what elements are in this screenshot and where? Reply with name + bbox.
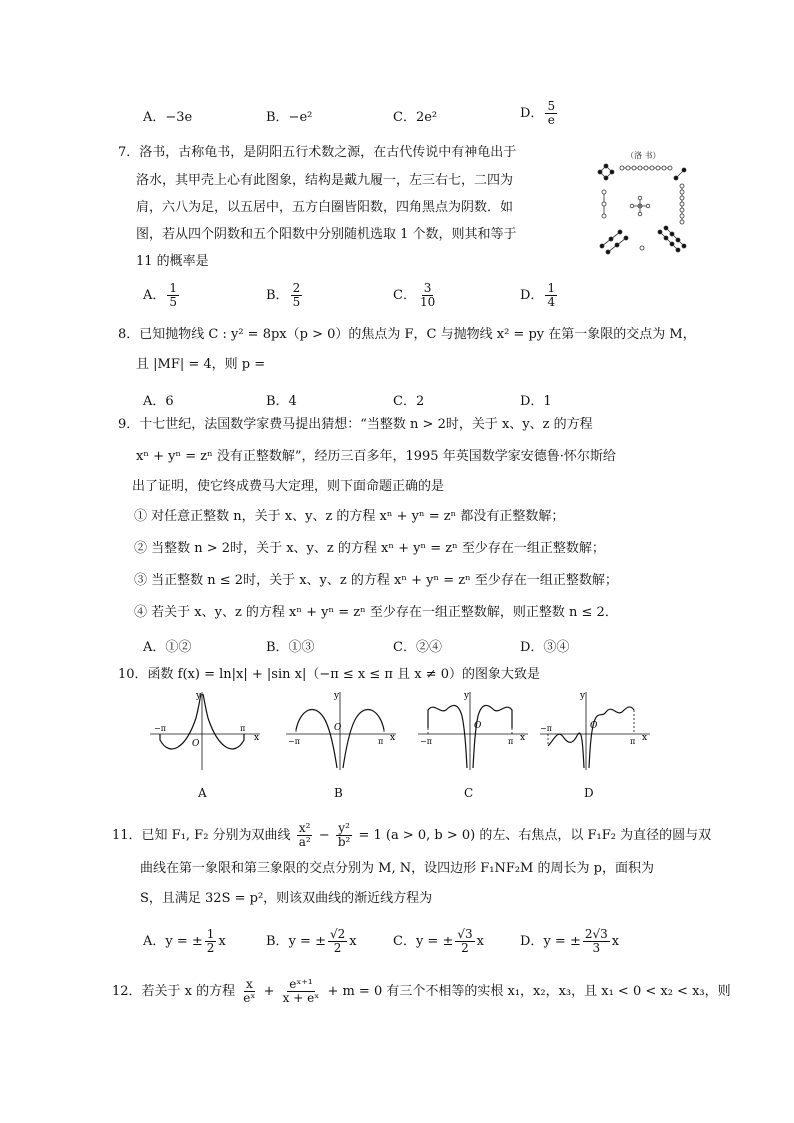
- option-label: C．: [393, 288, 416, 303]
- option-pre: y = ±: [543, 934, 581, 949]
- denominator: 2: [333, 941, 342, 955]
- pi-label: π: [630, 737, 636, 746]
- graph-a: [146, 688, 264, 772]
- statement-3: ③ 当正整数 n ≤ 2时，关于 x、y、z 的方程 xⁿ + yⁿ = zⁿ 至少存在一组正整数解；: [134, 573, 618, 588]
- numerator: 5: [547, 99, 556, 113]
- numerator: 3: [423, 281, 432, 295]
- question-8-line-1: 8．已知抛物线 C : y² = 8px（p > 0）的焦点为 F，C 与抛物线 x² = py 在第一象限的交点为 M，: [118, 327, 696, 342]
- pi-label: π: [508, 737, 514, 746]
- numerator: 1: [169, 281, 178, 295]
- fraction: [167, 282, 179, 309]
- graph-c-caption: C: [464, 786, 474, 800]
- statement-4: ④ 若关于 x、y、z 的方程 xⁿ + yⁿ = zⁿ 至少存在一组正整数解，则正整数 n ≤ 2．: [134, 605, 618, 620]
- numerator: x²: [298, 821, 311, 835]
- question-11-line-1: [112, 822, 711, 849]
- question-8-line-2: 且 |MF| = 4，则 p =: [136, 357, 266, 372]
- option-b: B．4: [266, 394, 297, 409]
- graph-d-caption: D: [584, 786, 594, 800]
- option-b: B．−e²: [266, 110, 313, 125]
- graph-d: [536, 688, 654, 772]
- numerator: √3: [457, 927, 473, 941]
- neg-pi-label: −π: [288, 737, 300, 746]
- option-c: [393, 282, 439, 309]
- numerator: 2√3: [584, 927, 608, 941]
- option-pre: y = ±: [288, 934, 326, 949]
- origin-label: O: [590, 721, 598, 731]
- y-label: y: [334, 691, 340, 701]
- denominator: 2: [206, 941, 215, 955]
- text-segment: = 1 (a > 0, b > 0) 的左、右焦点，以 F₁F₂ 为直径的圆与双: [358, 828, 712, 843]
- option-a: [143, 928, 226, 955]
- fraction: [418, 282, 437, 309]
- statement-1: ① 对任意正整数 n，关于 x、y、z 的方程 xⁿ + yⁿ = zⁿ 都没有正整数解；: [134, 509, 565, 524]
- fraction: [455, 928, 474, 955]
- question-9-line-3: 出了证明，使它终成费马大定理，则下面命题正确的是: [132, 479, 445, 494]
- numerator: x: [245, 977, 253, 991]
- option-d: D．③④: [520, 640, 570, 655]
- fraction-x-ex: [241, 978, 257, 1005]
- option-d: [520, 928, 619, 955]
- option-post: x: [349, 934, 357, 949]
- option-c: C．2: [393, 394, 425, 409]
- option-label: D．: [520, 934, 544, 949]
- x-label: x: [390, 733, 396, 743]
- question-10-line: 10．函数 f(x) = ln|x| + |sin x|（−π ≤ x ≤ π 且 x ≠ 0）的图象大致是: [118, 667, 540, 682]
- option-label: A．: [143, 288, 166, 303]
- plus-sign: +: [263, 984, 275, 999]
- option-a: A．①②: [143, 640, 192, 655]
- numerator: 2: [292, 281, 301, 295]
- x-label: x: [642, 733, 648, 743]
- figure-title: （洛 书）: [626, 151, 661, 160]
- denominator: 5: [292, 295, 301, 309]
- option-d: [520, 282, 559, 309]
- fraction: [545, 282, 557, 309]
- option-c: [393, 928, 484, 955]
- option-pre: y = ±: [165, 934, 203, 949]
- question-11-line-3: S，且满足 32S = p²，则该双曲线的渐近线方程为: [140, 891, 433, 906]
- option-label: C．: [393, 934, 416, 949]
- denominator: 3: [592, 941, 601, 955]
- option-a: A．−3e: [143, 110, 193, 125]
- option-label: A．: [143, 934, 166, 949]
- fraction: [291, 282, 303, 309]
- option-a: A．6: [143, 394, 174, 409]
- denominator: e: [547, 113, 555, 127]
- fraction: [205, 928, 217, 955]
- text-segment: 12．若关于 x 的方程: [112, 984, 236, 999]
- luoshu-figure: [592, 150, 694, 260]
- option-d: D．1: [520, 394, 552, 409]
- origin-label: O: [192, 739, 200, 749]
- option-post: x: [476, 934, 484, 949]
- numerator: 1: [547, 281, 556, 295]
- x-label: x: [254, 733, 260, 743]
- numerator: eˣ⁺¹: [289, 977, 313, 991]
- question-7-line-5: 11 的概率是: [136, 254, 209, 269]
- fraction-y2-b2: [336, 822, 353, 849]
- graph-b-caption: B: [334, 786, 343, 800]
- question-12: [112, 978, 731, 1005]
- option-d: [520, 100, 559, 127]
- denominator: 4: [547, 295, 556, 309]
- option-label: B．: [266, 934, 289, 949]
- origin-label: O: [334, 723, 342, 733]
- fraction-ex1-x-ex: [281, 978, 322, 1005]
- option-a: [143, 282, 181, 309]
- denominator: 5: [169, 295, 178, 309]
- denominator: x + eˣ: [282, 991, 320, 1005]
- numerator: y²: [338, 821, 350, 835]
- option-c: C．2e²: [393, 110, 438, 125]
- y-label: y: [464, 691, 470, 701]
- numerator: √2: [329, 927, 346, 941]
- fraction: [583, 928, 610, 955]
- text-segment: 11．已知 F₁, F₂ 分别为双曲线: [112, 828, 291, 843]
- option-pre: y = ±: [415, 934, 454, 949]
- denominator: eˣ: [243, 991, 256, 1005]
- text-segment: + m = 0 有三个不相等的实根 x₁，x₂，x₃，且 x₁ < 0 < x₂ < x₃，则: [327, 984, 731, 999]
- option-b: B．①③: [266, 640, 315, 655]
- pi-label: π: [240, 724, 246, 733]
- y-label: y: [196, 691, 202, 701]
- pi-label: π: [378, 737, 384, 746]
- statement-2: ② 当整数 n > 2时，关于 x、y、z 的方程 xⁿ + yⁿ = zⁿ 至少存在一组正整数解；: [134, 541, 605, 556]
- fraction: [545, 100, 557, 127]
- denominator: 2: [461, 941, 469, 955]
- question-11-line-2: 曲线在第一象限和第三象限的交点分别为 M, N，设四边形 F₁NF₂M 的周长为 p，面积为: [140, 861, 654, 876]
- question-7-line-2: 洛水，其甲壳上心有此图象，结构是戴九履一，左三右七，二四为: [136, 173, 514, 188]
- y-label: y: [580, 691, 586, 701]
- option-post: x: [218, 934, 226, 949]
- minus-sign: −: [318, 828, 330, 843]
- neg-pi-label: −π: [540, 724, 552, 733]
- option-b: [266, 282, 304, 309]
- denominator: a²: [298, 835, 311, 849]
- option-d-label: D．: [520, 106, 544, 121]
- question-9-line-2: xⁿ + yⁿ = zⁿ 没有正整数解”，经历三百多年，1995 年英国数学家安德鲁·怀尔斯给: [136, 449, 616, 464]
- origin-label: O: [474, 721, 482, 731]
- option-label: D．: [520, 288, 544, 303]
- option-b: [266, 928, 357, 955]
- fraction: [328, 928, 347, 955]
- x-label: x: [520, 733, 526, 743]
- option-post: x: [611, 934, 620, 949]
- denominator: 10: [419, 295, 436, 309]
- fraction-x2-a2: [297, 822, 313, 849]
- graph-a-caption: A: [198, 786, 207, 800]
- question-9-line-1: 9．十七世纪，法国数学家费马提出猜想：“当整数 n > 2时，关于 x、y、z 的方程: [118, 417, 593, 432]
- numerator: 1: [206, 927, 215, 941]
- question-7-line-4: 图，若从四个阴数和五个阳数中分别随机选取 1 个数，则其和等于: [136, 227, 517, 242]
- graph-c: [414, 688, 532, 772]
- denominator: b²: [337, 835, 351, 849]
- luoshu-diagram: [592, 150, 694, 260]
- question-7-line-1: 7．洛书，古称龟书，是阴阳五行术数之源，在古代传说中有神龟出于: [118, 145, 517, 160]
- neg-pi-label: −π: [154, 724, 166, 733]
- neg-pi-label: −π: [420, 737, 432, 746]
- option-label: B．: [266, 288, 289, 303]
- question-7-line-3: 肩，六八为足，以五居中，五方白圈皆阳数，四角黑点为阴数．如: [136, 200, 514, 215]
- graph-b: [282, 688, 400, 772]
- option-c: C．②④: [393, 640, 442, 655]
